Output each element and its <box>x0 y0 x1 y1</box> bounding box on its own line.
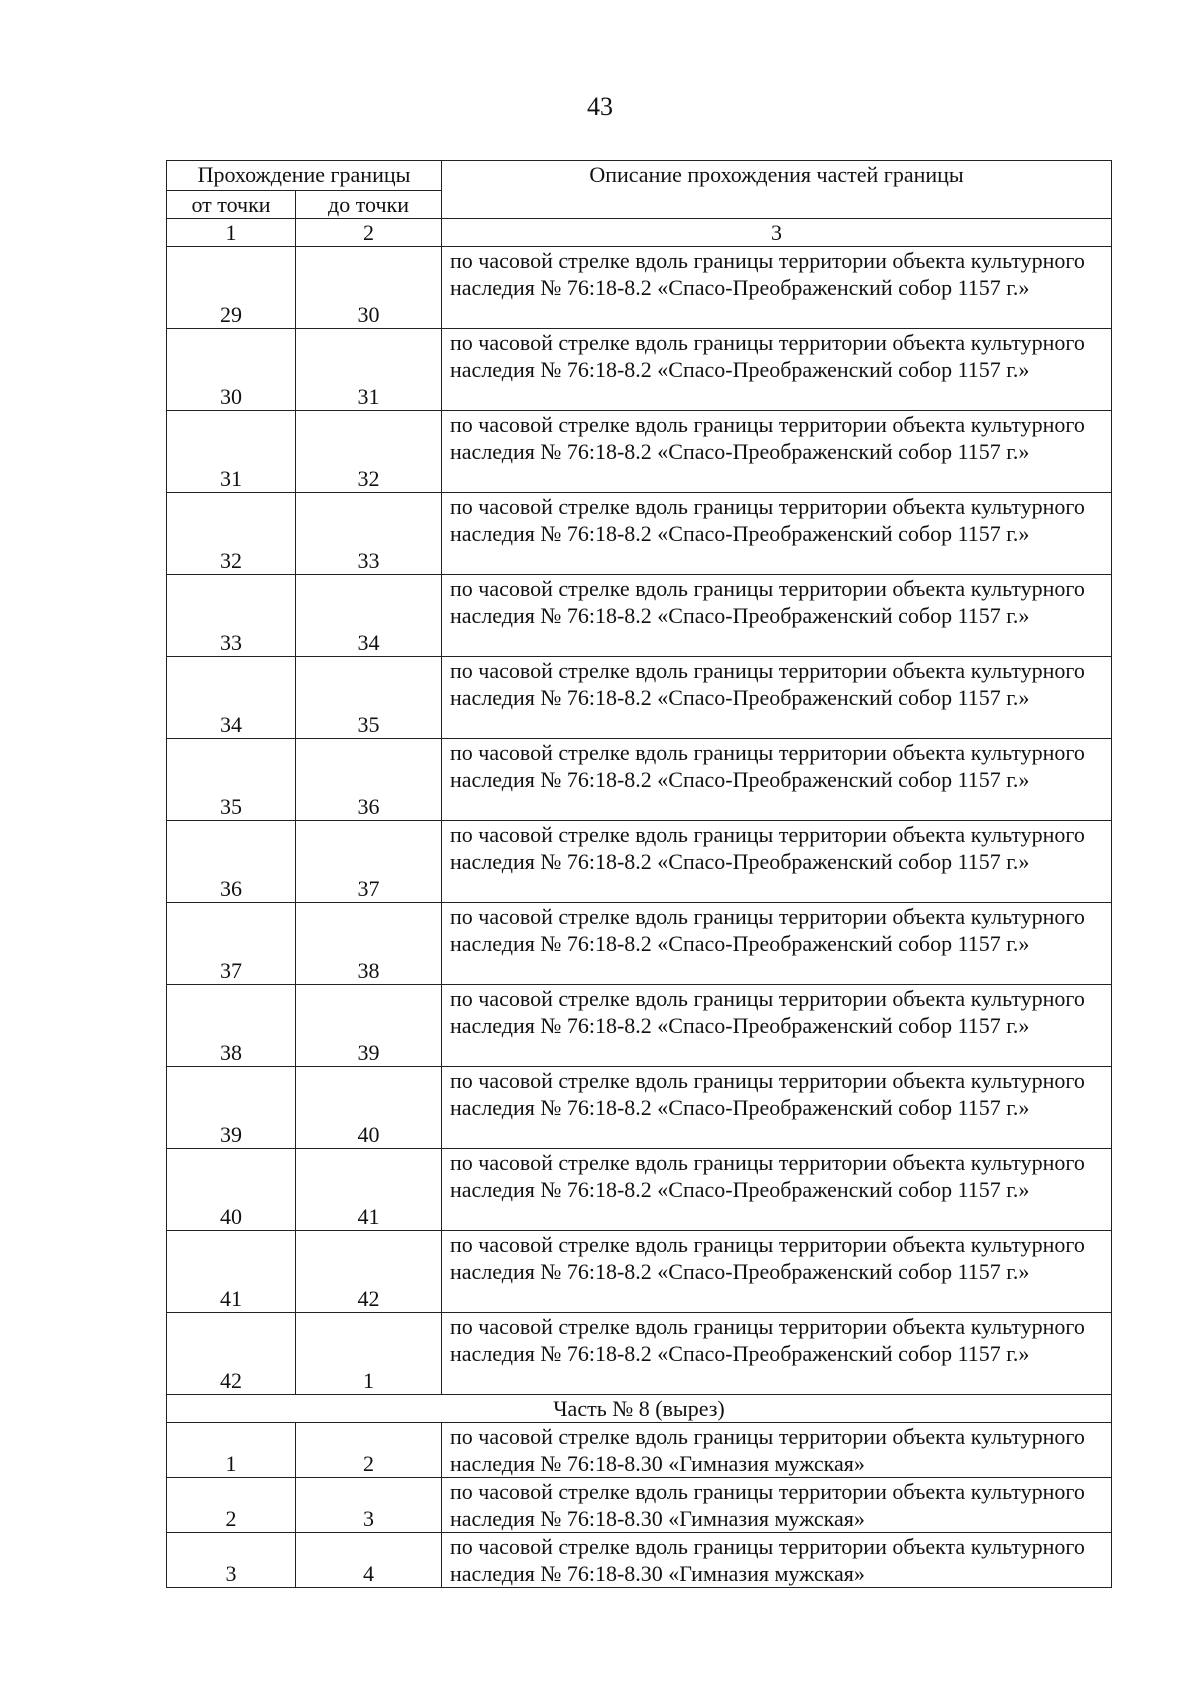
table-row <box>167 1067 1112 1149</box>
table-row <box>167 821 1112 903</box>
cell-to-point: 41 <box>296 1149 442 1231</box>
cell-description: по часовой стрелке вдоль границы территории объекта культурного наследия № 76:18-8.2 «Спасо-Преображенский собор 1157 г.» <box>442 657 1112 739</box>
table-row <box>167 575 1112 657</box>
cell-to-point: 32 <box>296 411 442 493</box>
cell-description: по часовой стрелке вдоль границы территории объекта культурного наследия № 76:18-8.30 «Гимназия мужская» <box>442 1478 1112 1533</box>
cell-to-point: 4 <box>296 1533 442 1588</box>
table-row <box>167 1313 1112 1395</box>
cell-from-point: 34 <box>167 657 296 739</box>
table-row <box>167 411 1112 493</box>
cell-description: по часовой стрелке вдоль границы территории объекта культурного наследия № 76:18-8.2 «Спасо-Преображенский собор 1157 г.» <box>442 1067 1112 1149</box>
cell-from-point: 40 <box>167 1149 296 1231</box>
section-row <box>167 1395 1112 1423</box>
cell-from-point: 1 <box>167 1423 296 1478</box>
cell-description: по часовой стрелке вдоль границы территории объекта культурного наследия № 76:18-8.30 «Гимназия мужская» <box>442 1533 1112 1588</box>
header-from-point: от точки <box>167 191 296 219</box>
cell-to-point: 34 <box>296 575 442 657</box>
header-to-point: до точки <box>296 191 442 219</box>
cell-from-point: 36 <box>167 821 296 903</box>
cell-from-point: 30 <box>167 329 296 411</box>
header-col-number-2: 2 <box>296 219 442 247</box>
boundary-table-body <box>167 161 1112 1588</box>
cell-to-point: 31 <box>296 329 442 411</box>
cell-description: по часовой стрелке вдоль границы территории объекта культурного наследия № 76:18-8.2 «Спасо-Преображенский собор 1157 г.» <box>442 985 1112 1067</box>
cell-from-point: 35 <box>167 739 296 821</box>
cell-to-point: 42 <box>296 1231 442 1313</box>
table-row <box>167 493 1112 575</box>
cell-description: по часовой стрелке вдоль границы территории объекта культурного наследия № 76:18-8.2 «Спасо-Преображенский собор 1157 г.» <box>442 1149 1112 1231</box>
table-row <box>167 657 1112 739</box>
section-title: Часть № 8 (вырез) <box>167 1395 1112 1423</box>
cell-to-point: 30 <box>296 247 442 329</box>
table-row <box>167 247 1112 329</box>
header-col-number-3: 3 <box>442 219 1112 247</box>
cell-to-point: 36 <box>296 739 442 821</box>
cell-description: по часовой стрелке вдоль границы территории объекта культурного наследия № 76:18-8.2 «Спасо-Преображенский собор 1157 г.» <box>442 411 1112 493</box>
cell-from-point: 3 <box>167 1533 296 1588</box>
table-row <box>167 1231 1112 1313</box>
cell-from-point: 37 <box>167 903 296 985</box>
cell-description: по часовой стрелке вдоль границы территории объекта культурного наследия № 76:18-8.2 «Спасо-Преображенский собор 1157 г.» <box>442 821 1112 903</box>
header-col-number-1: 1 <box>167 219 296 247</box>
cell-from-point: 41 <box>167 1231 296 1313</box>
cell-description: по часовой стрелке вдоль границы территории объекта культурного наследия № 76:18-8.2 «Спасо-Преображенский собор 1157 г.» <box>442 1231 1112 1313</box>
table-row <box>167 1533 1112 1588</box>
table-row <box>167 1423 1112 1478</box>
cell-to-point: 1 <box>296 1313 442 1395</box>
cell-description: по часовой стрелке вдоль границы территории объекта культурного наследия № 76:18-8.2 «Спасо-Преображенский собор 1157 г.» <box>442 493 1112 575</box>
cell-from-point: 32 <box>167 493 296 575</box>
cell-to-point: 33 <box>296 493 442 575</box>
header-row-main <box>167 161 1112 191</box>
cell-description: по часовой стрелке вдоль границы территории объекта культурного наследия № 76:18-8.2 «Спасо-Преображенский собор 1157 г.» <box>442 575 1112 657</box>
table-row <box>167 739 1112 821</box>
cell-to-point: 38 <box>296 903 442 985</box>
cell-from-point: 31 <box>167 411 296 493</box>
cell-from-point: 38 <box>167 985 296 1067</box>
table-row <box>167 329 1112 411</box>
cell-to-point: 35 <box>296 657 442 739</box>
cell-description: по часовой стрелке вдоль границы территории объекта культурного наследия № 76:18-8.2 «Спасо-Преображенский собор 1157 г.» <box>442 329 1112 411</box>
cell-description: по часовой стрелке вдоль границы территории объекта культурного наследия № 76:18-8.2 «Спасо-Преображенский собор 1157 г.» <box>442 1313 1112 1395</box>
cell-to-point: 40 <box>296 1067 442 1149</box>
cell-from-point: 29 <box>167 247 296 329</box>
cell-from-point: 33 <box>167 575 296 657</box>
cell-description: по часовой стрелке вдоль границы территории объекта культурного наследия № 76:18-8.30 «Гимназия мужская» <box>442 1423 1112 1478</box>
boundary-table <box>166 160 1112 1588</box>
table-row <box>167 903 1112 985</box>
cell-to-point: 2 <box>296 1423 442 1478</box>
cell-description: по часовой стрелке вдоль границы территории объекта культурного наследия № 76:18-8.2 «Спасо-Преображенский собор 1157 г.» <box>442 739 1112 821</box>
table-row <box>167 1478 1112 1533</box>
cell-to-point: 3 <box>296 1478 442 1533</box>
cell-from-point: 39 <box>167 1067 296 1149</box>
page-number: 43 <box>587 92 613 121</box>
header-row-numbers <box>167 219 1112 247</box>
table-row <box>167 1149 1112 1231</box>
cell-description: по часовой стрелке вдоль границы территории объекта культурного наследия № 76:18-8.2 «Спасо-Преображенский собор 1157 г.» <box>442 903 1112 985</box>
cell-to-point: 39 <box>296 985 442 1067</box>
cell-from-point: 2 <box>167 1478 296 1533</box>
header-boundary-passage: Прохождение границы <box>167 161 442 191</box>
header-description: Описание прохождения частей границы <box>442 161 1112 219</box>
cell-description: по часовой стрелке вдоль границы территории объекта культурного наследия № 76:18-8.2 «Спасо-Преображенский собор 1157 г.» <box>442 247 1112 329</box>
cell-to-point: 37 <box>296 821 442 903</box>
table-row <box>167 985 1112 1067</box>
cell-from-point: 42 <box>167 1313 296 1395</box>
